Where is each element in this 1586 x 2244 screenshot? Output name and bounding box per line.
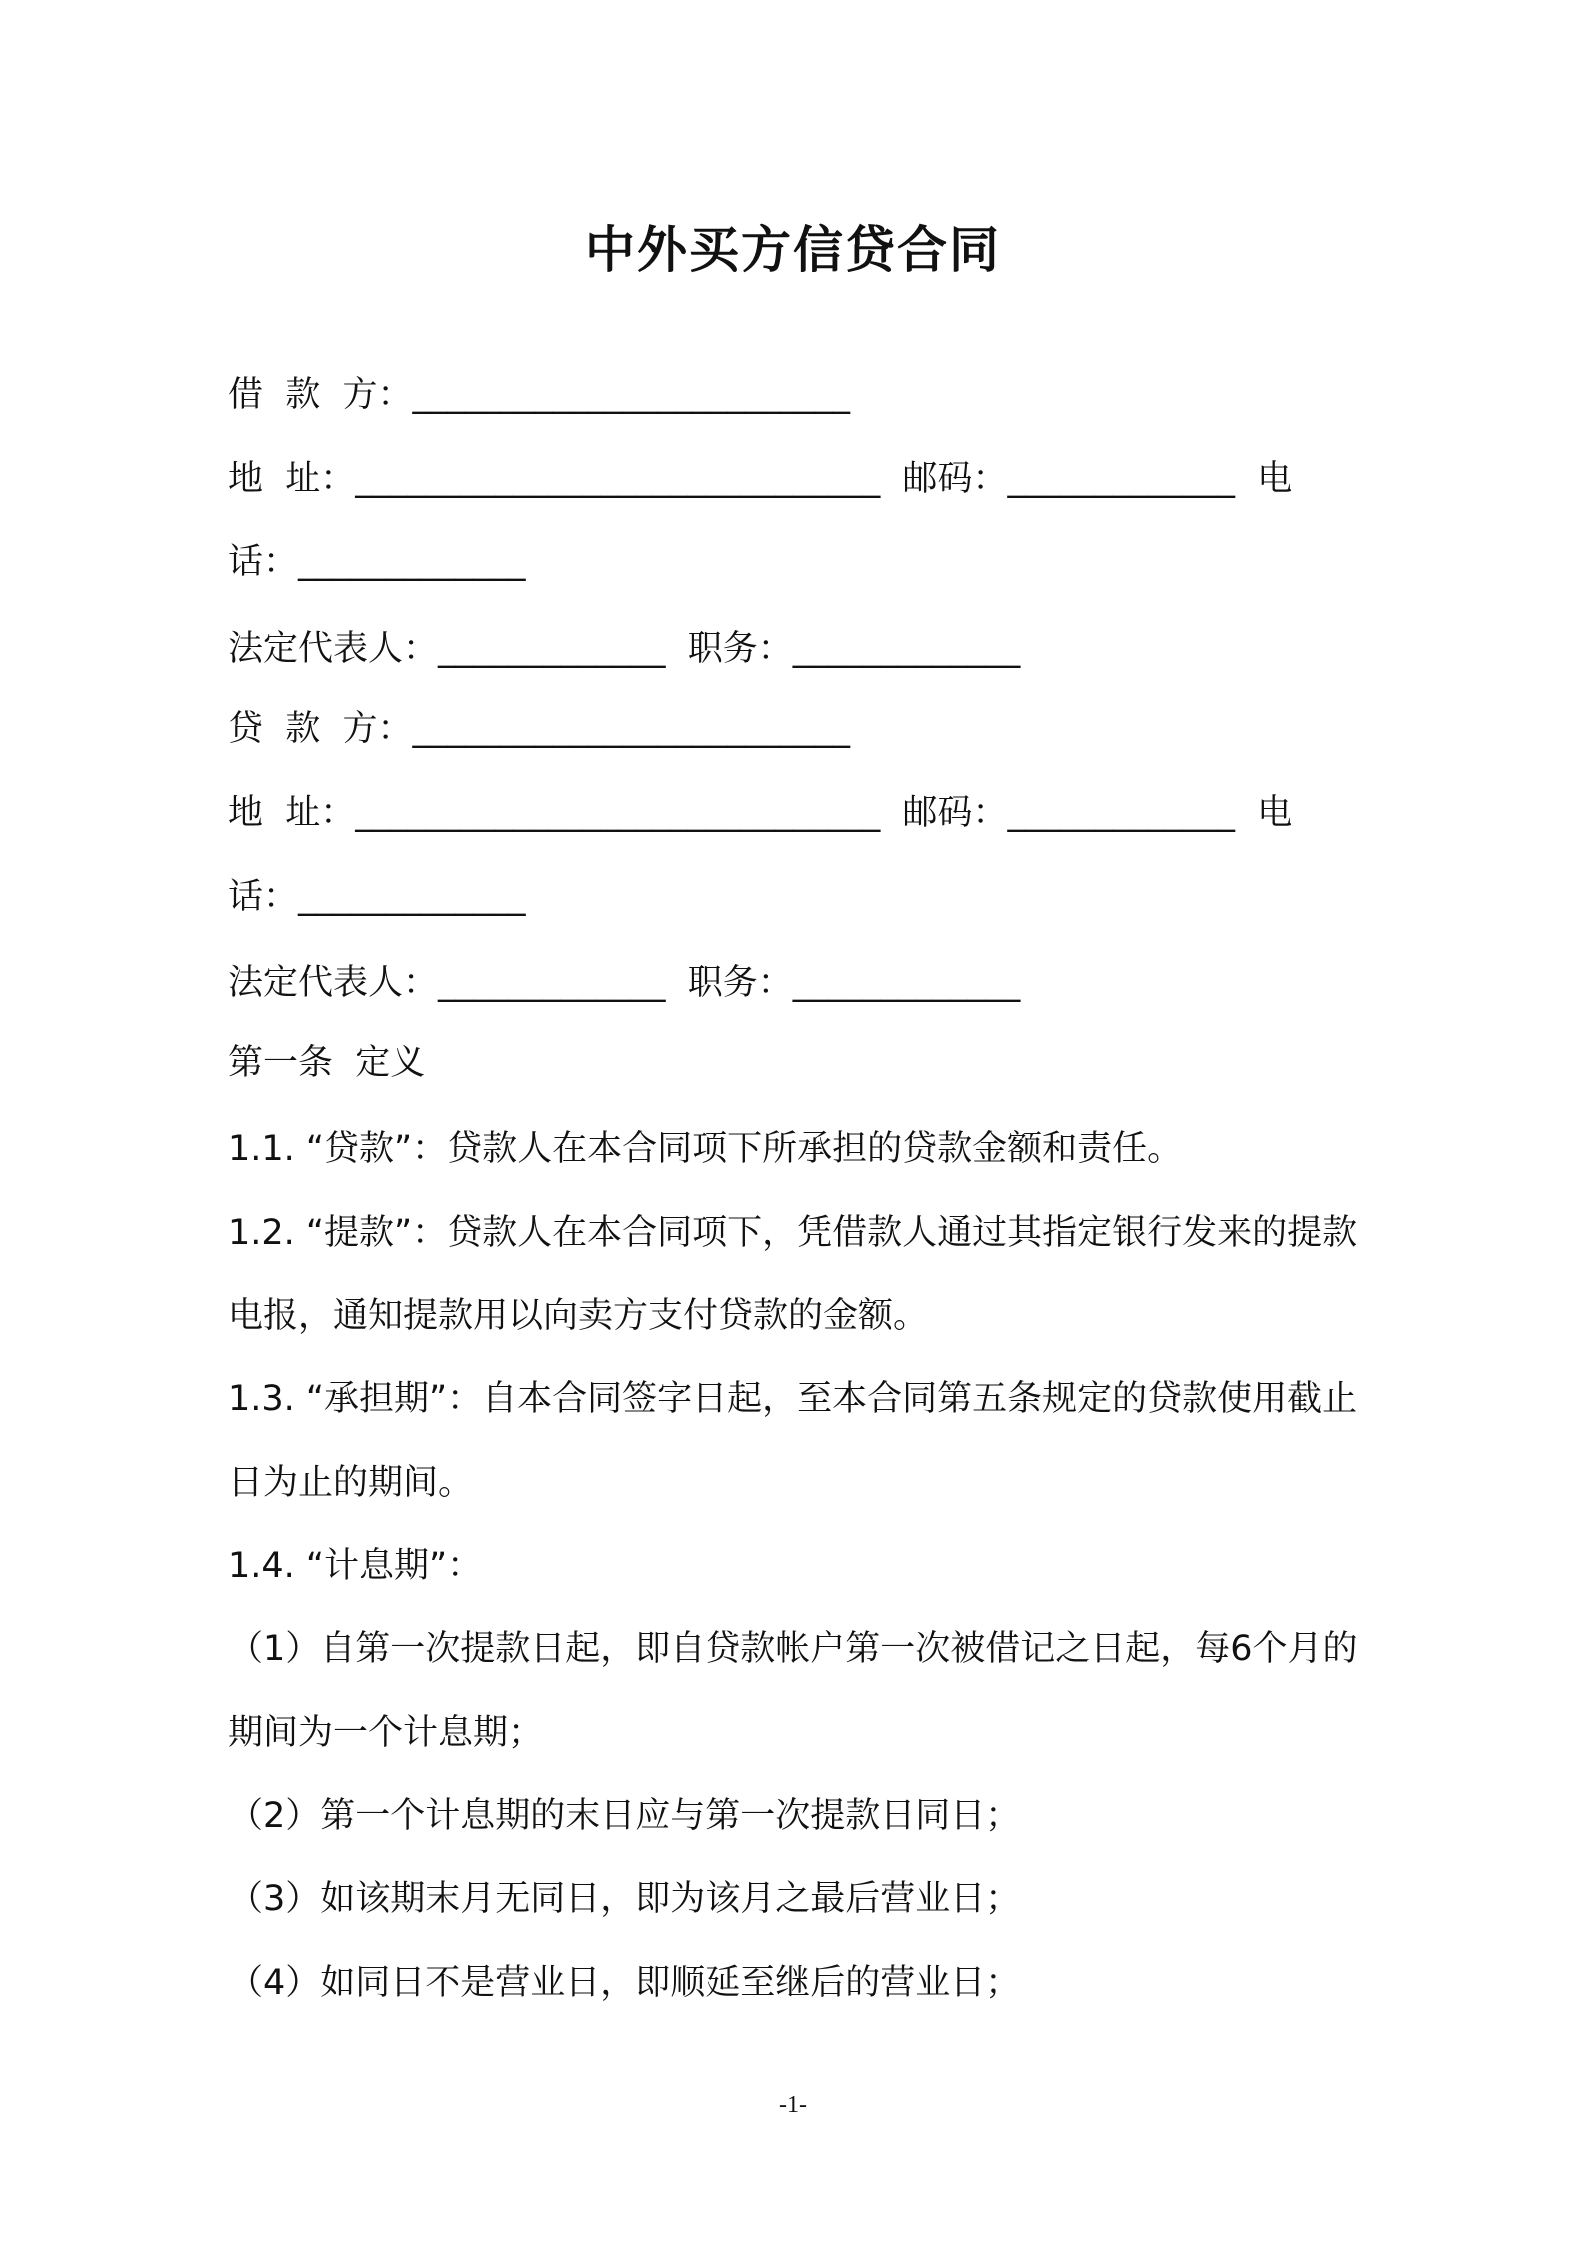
clause-1-4-item-2: （2）第一个计息期的末日应与第一次提款日同日； (228, 1796, 1021, 1836)
lender-address-line: 地 址：______________________________ 邮码：_____________ 电 (228, 793, 1293, 833)
lender-name-line: 贷 款 方：_________________________ (228, 709, 851, 749)
clause-1-4-item-1-continued: 期间为一个计息期； (228, 1713, 544, 1753)
clause-1-4: 1.4. “计息期”： (228, 1546, 483, 1586)
document-title: 中外买方信贷合同 (585, 221, 1001, 279)
clause-1-2-continued: 电报，通知提款用以向卖方支付贷款的金额。 (228, 1296, 929, 1336)
clause-1-4-item-1: （1）自第一次提款日起，即自贷款帐户第一次被借记之日起，每6个月的 (228, 1629, 1358, 1669)
article-heading: 第一条 定义 (228, 1043, 426, 1083)
borrower-phone-line: 话：_____________ (228, 542, 526, 582)
lender-phone-line: 话：_____________ (228, 877, 526, 917)
clause-1-4-item-4: （4）如同日不是营业日，即顺延至继后的营业日； (228, 1963, 1021, 2003)
page-number: -1- (779, 2092, 807, 2118)
clause-1-3-continued: 日为止的期间。 (228, 1463, 474, 1503)
borrower-representative-line: 法定代表人：_____________ 职务：_____________ (228, 629, 1021, 669)
borrower-name-line: 借 款 方：_________________________ (228, 375, 851, 415)
clause-1-3: 1.3. “承担期”：自本合同签字日起，至本合同第五条规定的贷款使用截止 (228, 1379, 1358, 1419)
clause-1-4-item-3: （3）如该期末月无同日，即为该月之最后营业日； (228, 1879, 1021, 1919)
borrower-address-line: 地 址：______________________________ 邮码：_____________ 电 (228, 459, 1293, 499)
clause-1-1: 1.1. “贷款”：贷款人在本合同项下所承担的贷款金额和责任。 (228, 1129, 1183, 1169)
lender-representative-line: 法定代表人：_____________ 职务：_____________ (228, 963, 1021, 1003)
clause-1-2: 1.2. “提款”：贷款人在本合同项下，凭借款人通过其指定银行发来的提款 (228, 1213, 1358, 1253)
